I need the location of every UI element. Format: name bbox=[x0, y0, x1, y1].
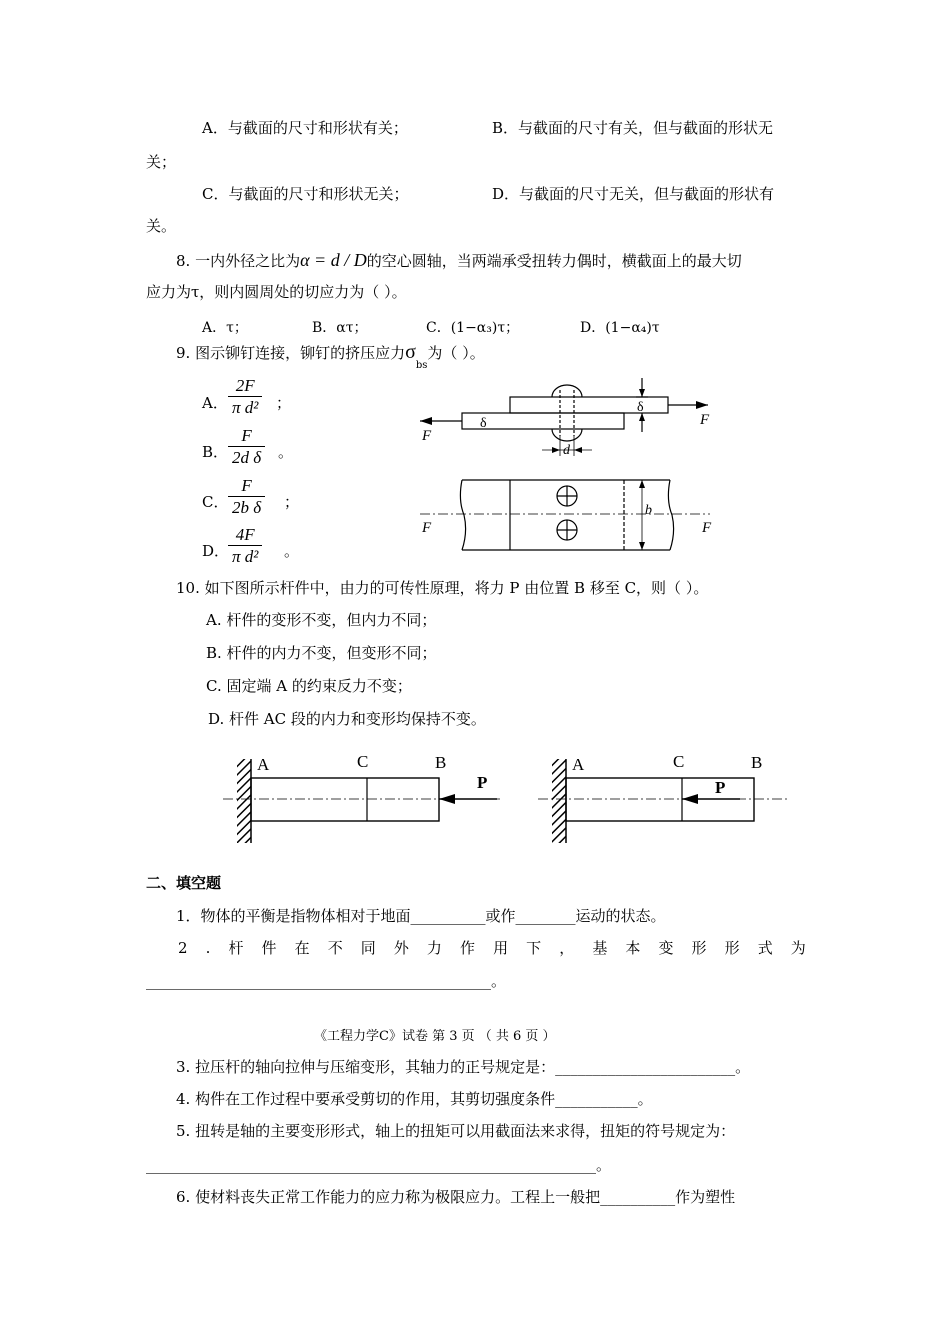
q9-sigma: σ bbox=[405, 341, 416, 363]
section2-title: 二、填空题 bbox=[146, 874, 222, 892]
fig-label-delta-lower: δ bbox=[480, 416, 487, 431]
q10-right-label-C: C bbox=[673, 752, 685, 771]
d-arrow-right bbox=[574, 447, 582, 453]
q10-left-label-A: A bbox=[257, 755, 270, 774]
section2-q2-char: 下 bbox=[526, 939, 542, 957]
fig-label-F-plan-left: F bbox=[422, 520, 432, 536]
d-arrow-left bbox=[552, 447, 560, 453]
section2-q2-char: 杆 bbox=[228, 939, 244, 957]
q9-option-c-denominator: 2b δ bbox=[228, 496, 265, 519]
q8-stem-post: 的空心圆轴，当两端承受扭转力偶时，横截面上的最大切 bbox=[366, 252, 742, 270]
section2-q2-char: 在 bbox=[294, 939, 310, 957]
q10-left-label-P: P bbox=[477, 773, 488, 792]
fig-label-d: d bbox=[563, 443, 570, 458]
q8-option-d: D．(1−α₄)τ bbox=[580, 320, 660, 336]
page-footer: 《工程力学C》试卷 第 3 页 （ 共 6 页 ） bbox=[314, 1029, 556, 1044]
force-P-right-arrowhead bbox=[682, 794, 698, 804]
section2-q2-char: 2 bbox=[178, 939, 188, 957]
section2-q2-char: 基 bbox=[592, 939, 608, 957]
section2-q1: 1．物体的平衡是指物体相对于地面__________或作________运动的状态。 bbox=[176, 907, 666, 925]
q9-stem-post: 为（ ）。 bbox=[427, 344, 485, 362]
section2-q2-line1 bbox=[146, 938, 806, 958]
q10-option-a: A. 杆件的变形不变，但内力不同； bbox=[206, 611, 437, 629]
q9-stem bbox=[176, 341, 485, 371]
fig-label-F-right: F bbox=[700, 412, 710, 428]
q9-option-d-denominator: π d² bbox=[228, 545, 262, 568]
q9-option-a-label: A． bbox=[202, 394, 228, 412]
section2-q2-char: 式 bbox=[757, 939, 773, 957]
q10-right-label-A: A bbox=[572, 755, 585, 774]
rivet-head-top bbox=[552, 385, 582, 397]
q10-right-label-P: P bbox=[715, 778, 726, 797]
section2-q6: 6. 使材料丧失正常工作能力的应力称为极限应力。工程上一般把__________作为塑性 bbox=[176, 1188, 736, 1206]
q8-formula: α = d / D bbox=[300, 250, 367, 270]
q7-option-b-continued: 关； bbox=[146, 153, 177, 171]
fig-label-F-plan-right: F bbox=[702, 520, 712, 536]
q10-option-c: C. 固定端 A 的约束反力不变； bbox=[206, 677, 412, 695]
delta-arrow-down bbox=[639, 389, 645, 397]
section2-q2-char: 同 bbox=[360, 939, 376, 957]
q10-bar-figures bbox=[215, 745, 805, 850]
section2-q2-char: 变 bbox=[658, 939, 674, 957]
section2-q2-char: 形 bbox=[724, 939, 740, 957]
q9-option-d-end: 。 bbox=[284, 542, 300, 560]
force-P-left-arrowhead bbox=[439, 794, 455, 804]
fig-label-delta-upper: δ bbox=[637, 400, 644, 415]
q9-option-c-numerator: F bbox=[241, 476, 252, 495]
section2-q4: 4. 构件在工作过程中要承受剪切的作用，其剪切强度条件___________。 bbox=[176, 1090, 653, 1108]
q9-rivet-figure bbox=[410, 370, 730, 555]
q8-stem-line1 bbox=[176, 250, 742, 271]
section2-q2-char: 外 bbox=[393, 939, 409, 957]
section2-q2-char: 形 bbox=[691, 939, 707, 957]
q9-option-b-end: 。 bbox=[278, 443, 294, 461]
fig-label-b: b bbox=[645, 503, 652, 518]
section2-q2-char: 不 bbox=[327, 939, 343, 957]
q9-option-a-denominator: π d² bbox=[228, 396, 262, 419]
plan-break-right bbox=[668, 480, 673, 550]
b-arrow-top bbox=[639, 480, 645, 488]
plan-break-left bbox=[460, 480, 465, 550]
section2-q2-char: 本 bbox=[625, 939, 641, 957]
q9-option-d-fraction bbox=[228, 525, 262, 568]
q10-option-b: B. 杆件的内力不变，但变形不同； bbox=[206, 644, 437, 662]
q9-stem-pre: 9. 图示铆钉连接，铆钉的挤压应力 bbox=[176, 344, 406, 362]
q9-option-d-numerator: 4F bbox=[235, 525, 255, 544]
q9-option-a-numerator: 2F bbox=[235, 376, 255, 395]
q7-option-d-continued: 关。 bbox=[146, 217, 177, 235]
q9-option-b-numerator: F bbox=[241, 426, 252, 445]
q10-option-d: D. 杆件 AC 段的内力和变形均保持不变。 bbox=[208, 710, 486, 728]
section2-q2-char: . bbox=[205, 939, 211, 957]
q10-right-label-B: B bbox=[751, 753, 763, 772]
upper-plate bbox=[510, 397, 668, 413]
section2-q2-continued: ______________________________________________。 bbox=[146, 972, 507, 990]
q8-stem-pre: 8. 一内外径之比为 bbox=[176, 252, 301, 270]
q9-option-a-end: ； bbox=[276, 394, 292, 412]
q7-option-c: C．与截面的尺寸和形状无关； bbox=[202, 185, 409, 203]
section2-q2-char: 力 bbox=[426, 939, 442, 957]
section2-q3: 3. 拉压杆的轴向拉伸与压缩变形，其轴力的正号规定是：________________________。 bbox=[176, 1058, 751, 1076]
section2-q2-char: 为 bbox=[790, 939, 806, 957]
q9-option-b-fraction bbox=[228, 426, 265, 469]
q7-option-d: D．与截面的尺寸无关，但与截面的形状有 bbox=[492, 185, 775, 203]
q8-option-a: A．τ； bbox=[202, 320, 248, 336]
q9-option-a-fraction bbox=[228, 376, 262, 419]
fixed-wall-right bbox=[552, 759, 566, 843]
q8-option-c: C．(1−α₃)τ； bbox=[426, 320, 520, 336]
q8-option-b: B．ατ； bbox=[312, 320, 368, 336]
force-arrowhead-right bbox=[696, 401, 708, 409]
q10-left-label-B: B bbox=[435, 753, 447, 772]
q9-option-b-denominator: 2d δ bbox=[228, 446, 265, 469]
q9-option-c-label: C． bbox=[202, 493, 229, 511]
q10-stem: 10. 如下图所示杆件中，由力的可传性原理，将力 P 由位置 B 移至 C，则（ ）。 bbox=[176, 579, 709, 597]
q9-sigma-subscript: bs bbox=[415, 360, 428, 371]
q7-option-a: A．与截面的尺寸和形状有关； bbox=[202, 119, 408, 137]
q9-option-b-label: B． bbox=[202, 443, 229, 461]
section2-q2-char: 作 bbox=[460, 939, 476, 957]
q9-option-c-end: ； bbox=[284, 493, 300, 511]
fixed-wall-left bbox=[237, 759, 251, 843]
q7-option-b: B．与截面的尺寸有关，但与截面的形状无 bbox=[492, 119, 774, 137]
fig-label-F-left: F bbox=[422, 428, 432, 444]
force-arrowhead-left bbox=[420, 417, 432, 425]
q9-option-d-label: D． bbox=[202, 542, 230, 560]
q8-stem-line2: 应力为τ，则内圆周处的切应力为（ ）。 bbox=[146, 283, 407, 301]
b-arrow-bottom bbox=[639, 542, 645, 550]
q9-option-c-fraction bbox=[228, 476, 265, 519]
section2-q5: 5. 扭转是轴的主要变形形式，轴上的扭矩可以用截面法来求得，扭矩的符号规定为： bbox=[176, 1122, 736, 1140]
section2-q2-char: 件 bbox=[261, 939, 277, 957]
section2-q2-char: ， bbox=[559, 939, 575, 957]
section2-q2-char: 用 bbox=[493, 939, 509, 957]
rivet-head-bottom bbox=[552, 429, 582, 441]
bar-left bbox=[251, 778, 439, 821]
section2-q5-continued: ____________________________________________________________。 bbox=[146, 1156, 612, 1174]
q10-left-label-C: C bbox=[357, 752, 369, 771]
